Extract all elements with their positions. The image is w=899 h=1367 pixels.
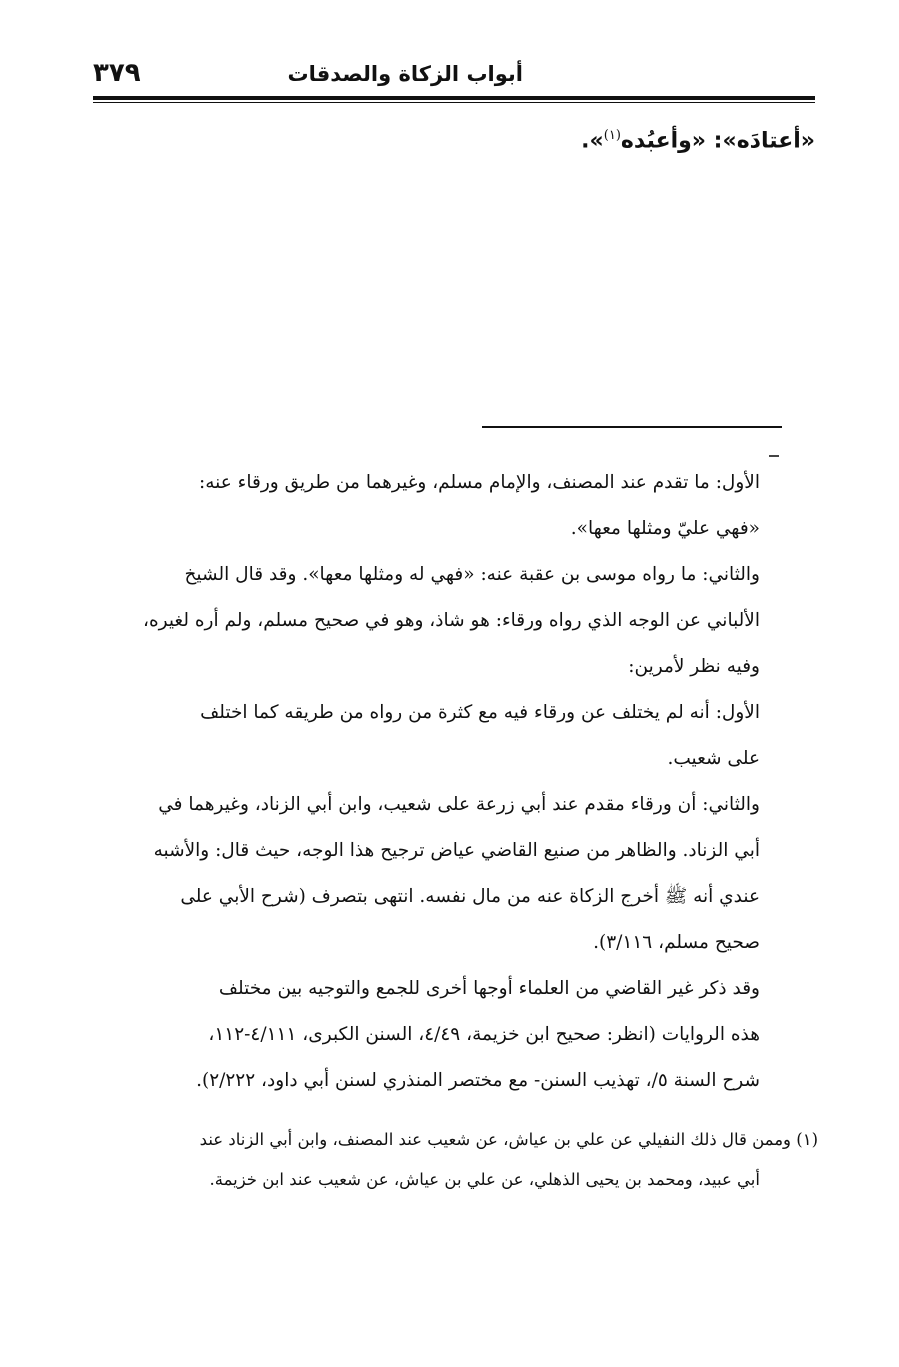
note-paragraph-3 [100,690,818,782]
running-header [93,58,815,94]
note-paragraph-5 [100,966,818,1104]
header-rule-thin [93,102,815,103]
note-paragraph-1 [100,460,818,552]
note-paragraph-2 [100,552,818,690]
note-line: «فهي عليّ ومثلها معها». [570,518,760,539]
note-line: وقد ذكر غير القاضي من العلماء أوجها أخرى للجمع والتوجيه بين مختلف [218,978,760,999]
note-line: والثاني: أن ورقاء مقدم عند أبي زرعة على شعيب، وابن أبي الزناد، وغيرهما في [158,794,760,815]
note-paragraph-4 [100,782,818,966]
footnote-reference: (١) [603,128,621,143]
note-line: عندي أنه ﷺ أخرج الزكاة عنه من مال نفسه. انتهى بتصرف (شرح الأبي على [180,886,760,907]
note-line: الأول: ما تقدم عند المصنف، والإمام مسلم، وغيرهما من طريق ورقاء عنه: [198,472,760,493]
note-line: على شعيب. [667,748,760,769]
note-line: الألباني عن الوجه الذي رواه ورقاء: هو شاذ، وهو في صحيح مسلم، ولم أره لغيره، [142,610,760,631]
note-line: والثاني: ما رواه موسى بن عقبة عنه: «فهي له ومثلها معها». وقد قال الشيخ [184,564,760,585]
note-line: وفيه نظر لأمرين: [628,656,760,677]
note-line: صحيح مسلم، ٣/١١٦). [593,932,760,953]
note-line: أبي الزناد. والظاهر من صنيع القاضي عياض ترجيح هذا الوجه، حيث قال: والأشبه [153,840,760,861]
footnote-1 [100,1120,818,1200]
note-line: الأول: أنه لم يختلف عن ورقاء فيه مع كثرة من رواه من طريقه كما اختلف [200,702,760,723]
page-number: ٣٧٩ [93,58,141,88]
note-line: هذه الروايات (انظر: صحيح ابن خزيمة، ٤/٤٩، السنن الكبرى، ٤/١١١-١١٢، [208,1024,760,1045]
footnote-line: (١) وممن قال ذلك النفيلي عن علي بن عياش، عن شعيب عند المصنف، وابن أبي الزناد عند [199,1130,818,1149]
footnote-separator [482,426,782,428]
note-line: شرح السنة ٥/، تهذيب السنن- مع مختصر المنذري لسنن أبي داود، ٢/٢٢٢). [196,1070,760,1091]
footnote-line: أبي عبيد، ومحمد بن يحيى الذهلي، عن علي بن عياش، عن شعيب عند ابن خزيمة. [209,1170,760,1189]
continued-footnote-text [100,460,818,1104]
header-rule-thick [93,96,815,100]
main-text-line [581,128,815,153]
main-text-end: ». [581,128,604,154]
main-text-start: «أعتادَه»: «وأعبُده [620,128,815,154]
chapter-title: أبواب الزكاة والصدقات [287,62,523,86]
continuation-dash [769,455,779,457]
